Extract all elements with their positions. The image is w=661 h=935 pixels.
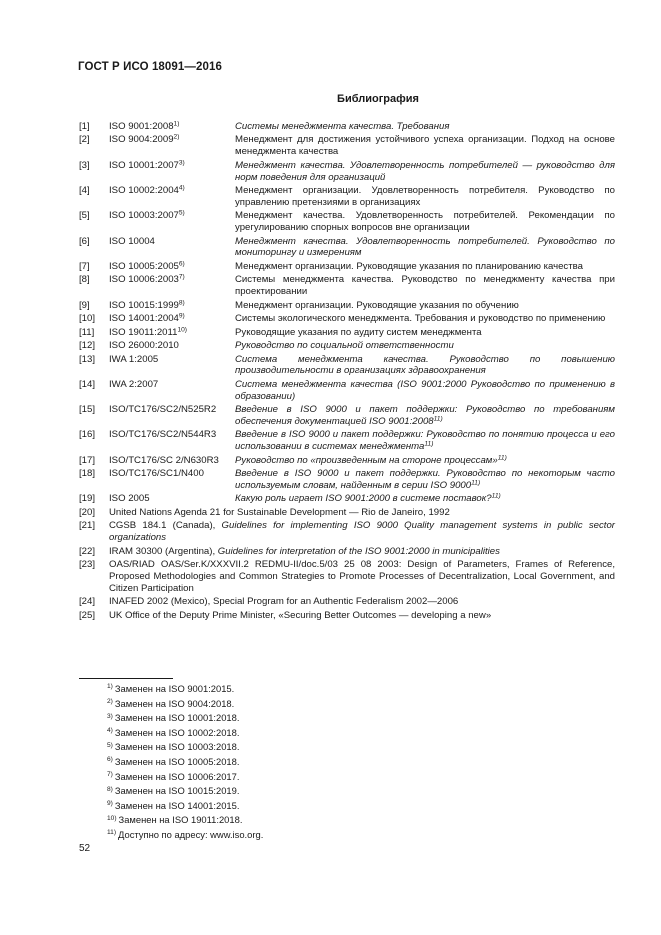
entry-title-text: Менеджмент организации. Удовлетворенность потребителя. Руководство по управлению претензиями в организациях	[235, 185, 615, 208]
bibliography-entry	[79, 210, 615, 234]
entry-number: [12]	[79, 340, 96, 352]
footnote	[107, 770, 263, 785]
footnote-mark: 7)	[107, 770, 113, 778]
entry-code-text: ISO/TC176/SC2/N525R2	[109, 404, 217, 416]
entry-code-footnote-mark: 10)	[177, 326, 187, 334]
entry-title-text: Менеджмент качества. Удовлетворенность потребителей — руководство для норм поведения для организаций	[235, 159, 615, 183]
entry-code-text: ISO 10015:1999	[109, 299, 179, 311]
entry-code	[109, 327, 235, 339]
footnote-mark: 10)	[107, 814, 117, 822]
entry-title	[235, 327, 615, 339]
entry-code-text: ISO/TC176/SC1/N400	[109, 468, 204, 480]
entry-title	[235, 261, 615, 273]
footnote-text: Заменен на ISO 9001:2015.	[114, 683, 235, 694]
footnote-mark: 4)	[107, 727, 113, 735]
footnote	[107, 828, 263, 843]
entry-number: [17]	[79, 454, 96, 466]
entry-code-text: IWA 2:2007	[109, 378, 159, 390]
bibliography-list	[79, 121, 615, 623]
entry-reference-text: IRAM 30300 (Argentina),	[109, 545, 218, 557]
entry-number: [14]	[79, 378, 96, 390]
footnote-text: Доступно по адресу: www.iso.org.	[118, 828, 264, 840]
entry-title	[235, 493, 615, 505]
footnote	[107, 682, 263, 697]
entry-reference	[109, 546, 615, 558]
entry-reference	[109, 520, 615, 544]
footnote-mark: 9)	[107, 800, 113, 808]
entry-code-text: ISO 10006:2003	[109, 274, 179, 286]
entry-code-footnote-mark: 1)	[173, 120, 180, 128]
entry-reference-text: OAS/RIAD OAS/Ser.K/XXXVII.2 REDMU-II/doc.5/03 25 08 2003: Design of Parameters, Frames of Reference, Proposed Methodologies and Common Strategies to Promote Processes of Decentralization, Local Government, and Citizen Participation	[109, 559, 615, 594]
footnote-mark: 1)	[107, 683, 113, 691]
entry-title-text: Руководство по социальной ответственности	[235, 340, 454, 352]
entry-reference	[109, 507, 615, 519]
entry-title	[235, 340, 615, 352]
bibliography-entry	[79, 468, 615, 492]
document-header: ГОСТ Р ИСО 18091—2016	[78, 61, 223, 73]
entry-code-footnote-mark: 2)	[173, 133, 180, 141]
footnote	[107, 784, 263, 799]
bibliography-entry	[79, 507, 615, 519]
entry-code-text: ISO 19011:2011	[109, 326, 178, 338]
entry-reference-text: CGSB 184.1 (Canada),	[109, 520, 222, 532]
entry-code	[109, 379, 235, 403]
footnote-mark: 2)	[107, 698, 113, 705]
bibliography-entry	[79, 354, 615, 378]
entry-number: [6]	[79, 235, 90, 247]
entry-reference-text: UK Office of the Deputy Prime Minister, «Securing Better Outcomes — developing a new»	[109, 609, 492, 621]
entry-number: [11]	[79, 326, 95, 338]
footnote-mark: 5)	[107, 741, 113, 749]
footnote-mark: 3)	[107, 712, 113, 720]
entry-number: [22]	[79, 545, 96, 557]
bibliography-entry	[79, 546, 615, 558]
entry-code-text: ISO 2005	[109, 493, 150, 505]
entry-number: [8]	[79, 274, 90, 286]
entry-reference-title: Guidelines for implementing ISO 9000 Quality management systems in public sector organizations	[109, 520, 615, 544]
entry-code	[109, 185, 235, 209]
entry-number: [19]	[79, 493, 96, 505]
entry-number: [24]	[79, 596, 96, 608]
entry-reference	[109, 559, 615, 594]
footnote-mark: 11)	[107, 829, 117, 837]
entry-number: [10]	[79, 313, 96, 325]
entry-title-text: Менеджмент качества. Удовлетворенность потребителей. Рекомендации по урегулированию спорных вопросов вне организации	[235, 210, 615, 234]
entry-code	[109, 404, 235, 428]
entry-reference	[109, 610, 615, 622]
bibliography-entry	[79, 455, 615, 467]
entry-number: [2]	[79, 134, 90, 146]
bibliography-entry	[79, 404, 615, 428]
entry-title-text: Введение в ISO 9000 и пакет поддержки: Руководство по понятию процесса и его использовании в системах менеджмента	[235, 429, 615, 453]
bibliography-entry	[79, 596, 615, 608]
entry-number: [23]	[79, 559, 96, 571]
footnote-mark: 6)	[107, 756, 113, 764]
bibliography-entry	[79, 274, 615, 298]
entry-title-text: Введение в ISO 9000 и пакет поддержки: Руководство по требованиям обеспечения документацией ISO 9001:2008	[235, 404, 615, 427]
entry-code	[109, 210, 235, 234]
entry-code-text: ISO 9001:2008	[109, 121, 174, 132]
entry-title	[235, 354, 615, 378]
entry-title	[235, 121, 615, 133]
page-number: 52	[79, 843, 91, 854]
entry-title	[235, 379, 615, 403]
footnote	[107, 740, 263, 755]
entry-title-footnote-mark: 11)	[424, 440, 434, 448]
entry-title-text: Система менеджмента качества. Руководство по повышению производительности в организациях здравоохранения	[235, 353, 615, 377]
entry-code-text: ISO 10002:2004	[109, 185, 179, 197]
footnotes-list	[107, 682, 263, 843]
entry-title	[235, 404, 615, 428]
entry-title-text: Руководящие указания по аудиту систем менеджмента	[235, 326, 482, 338]
bibliography-entry	[79, 236, 615, 260]
entry-title	[235, 468, 615, 492]
entry-code-footnote-mark: 3)	[178, 159, 185, 167]
entry-code	[109, 429, 235, 453]
entry-code	[109, 300, 235, 312]
bibliography-entry	[79, 313, 615, 325]
entry-code-text: ISO 10004	[109, 235, 155, 247]
entry-title-text: Какую роль играет ISO 9001:2000 в системе поставок?	[235, 493, 492, 505]
entry-title	[235, 210, 615, 234]
entry-code	[109, 274, 235, 298]
entry-code-footnote-mark: 7)	[178, 273, 185, 281]
footnote-text: Заменен на ISO 10001:2018.	[114, 712, 240, 724]
footnote-text: Заменен на ISO 14001:2015.	[114, 799, 240, 811]
entry-title-text: Системы экологического менеджмента. Требования и руководство по применению	[235, 313, 606, 325]
footnote-text: Заменен на ISO 10003:2018.	[114, 741, 240, 753]
entry-number: [4]	[79, 185, 90, 197]
footnote-text: Заменен на ISO 10006:2017.	[114, 770, 240, 782]
entry-number: [16]	[79, 429, 96, 441]
bibliography-entry	[79, 340, 615, 352]
entry-code	[109, 340, 235, 352]
entry-title	[235, 313, 615, 325]
entry-number: [20]	[79, 506, 96, 518]
footnote-text: Заменен на ISO 9004:2018.	[114, 697, 235, 709]
entry-title-footnote-mark: 11)	[471, 479, 481, 487]
entry-code	[109, 261, 235, 273]
footnote-text: Заменен на ISO 19011:2018.	[118, 814, 243, 826]
entry-title	[235, 455, 615, 467]
bibliography-entry	[79, 261, 615, 273]
entry-code-text: ISO 10005:2005	[109, 260, 179, 272]
entry-number: [25]	[79, 609, 96, 621]
entry-code-text: ISO/TC176/SC2/N544R3	[109, 429, 217, 441]
entry-reference	[109, 596, 615, 608]
entry-title-text: Системы менеджмента качества. Требования	[235, 121, 450, 132]
footnote	[107, 813, 263, 828]
entry-title	[235, 160, 615, 184]
entry-title-text: Менеджмент для достижения устойчивого успеха организации. Подход на основе менеджмента качества	[235, 134, 615, 158]
entry-reference-text: INAFED 2002 (Mexico), Special Program for an Authentic Federalism 2002—2006	[109, 596, 459, 608]
footnote-mark: 8)	[107, 785, 113, 793]
entry-number: [9]	[79, 299, 90, 311]
entry-code-footnote-mark: 6)	[178, 260, 185, 268]
entry-number: [13]	[79, 353, 96, 365]
entry-title	[235, 236, 615, 260]
entry-code	[109, 493, 235, 505]
page-title: Библиография	[337, 93, 419, 105]
footnote-text: Заменен на ISO 10015:2019.	[114, 785, 240, 797]
footnote	[107, 697, 263, 712]
entry-code-text: IWA 1:2005	[109, 353, 159, 365]
entry-code-text: ISO 14001:2004	[109, 313, 179, 325]
bibliography-entry	[79, 610, 615, 622]
bibliography-entry	[79, 134, 615, 158]
entry-code	[109, 455, 235, 467]
entry-number: [5]	[79, 210, 90, 222]
entry-code-footnote-mark: 5)	[178, 209, 185, 217]
entry-title-footnote-mark: 11)	[491, 492, 501, 500]
entry-title	[235, 134, 615, 158]
entry-code-footnote-mark: 8)	[178, 299, 185, 307]
entry-code	[109, 468, 235, 492]
entry-title	[235, 300, 615, 312]
entry-title-text: Системы менеджмента качества. Руководство по менеджменту качества при проектировании	[235, 274, 615, 298]
entry-title-text: Руководство по «произведенным на стороне процессам»	[235, 454, 498, 466]
entry-number: [21]	[79, 520, 96, 532]
entry-code	[109, 354, 235, 378]
entry-reference-text: United Nations Agenda 21 for Sustainable Development — Rio de Janeiro, 1992	[109, 506, 450, 518]
footnote	[107, 726, 263, 741]
entry-title-text: Менеджмент организации. Руководящие указания по обучению	[235, 299, 519, 311]
entry-code	[109, 236, 235, 260]
entry-title-text: Система менеджмента качества (ISO 9001:2000 Руководство по применению в образовании)	[235, 378, 615, 402]
bibliography-entry	[79, 160, 615, 184]
entry-number: [3]	[79, 159, 90, 171]
entry-number: [18]	[79, 468, 96, 480]
bibliography-entry	[79, 121, 615, 133]
entry-code-text: ISO 9004:2009	[109, 134, 174, 146]
entry-code-footnote-mark: 4)	[178, 184, 185, 192]
bibliography-entry	[79, 327, 615, 339]
footnote-separator	[79, 678, 173, 679]
bibliography-entry	[79, 300, 615, 312]
entry-title-text: Менеджмент организации. Руководящие указания по планированию качества	[235, 260, 583, 272]
bibliography-entry	[79, 185, 615, 209]
entry-title-text: Введение в ISO 9000 и пакет поддержки. Руководство по некоторым часто используемым словам, найденным в серии ISO 9000	[235, 468, 615, 491]
entry-title-footnote-mark: 11)	[497, 454, 507, 462]
bibliography-entry	[79, 520, 615, 544]
bibliography-entry	[79, 493, 615, 505]
entry-number: [7]	[79, 260, 90, 272]
entry-title-footnote-mark: 11)	[433, 415, 443, 423]
footnote-text: Заменен на ISO 10002:2018.	[114, 726, 240, 738]
entry-title-text: Менеджмент качества. Удовлетворенность потребителей. Руководство по мониторингу и измерениям	[235, 235, 615, 259]
entry-code-text: ISO 10001:2007	[109, 159, 179, 171]
bibliography-entry	[79, 379, 615, 403]
entry-code	[109, 134, 235, 158]
footnote	[107, 755, 263, 770]
entry-code-text: ISO 10003:2007	[109, 210, 179, 222]
entry-code-text: ISO/TC176/SC 2/N630R3	[109, 454, 219, 466]
entry-code-text: ISO 26000:2010	[109, 340, 179, 352]
entry-title	[235, 185, 615, 209]
entry-code	[109, 160, 235, 184]
entry-code	[109, 313, 235, 325]
footnote	[107, 711, 263, 726]
entry-reference-title: Guidelines for interpretation of the ISO 9001:2000 in municipalities	[217, 545, 500, 557]
footnote-text: Заменен на ISO 10005:2018.	[114, 755, 240, 767]
entry-title	[235, 274, 615, 298]
entry-code	[109, 121, 235, 133]
bibliography-entry	[79, 429, 615, 453]
entry-number: [1]	[79, 121, 90, 132]
entry-title	[235, 429, 615, 453]
bibliography-entry	[79, 559, 615, 594]
entry-number: [15]	[79, 404, 96, 416]
entry-code-footnote-mark: 9)	[178, 312, 185, 320]
footnote	[107, 799, 263, 814]
